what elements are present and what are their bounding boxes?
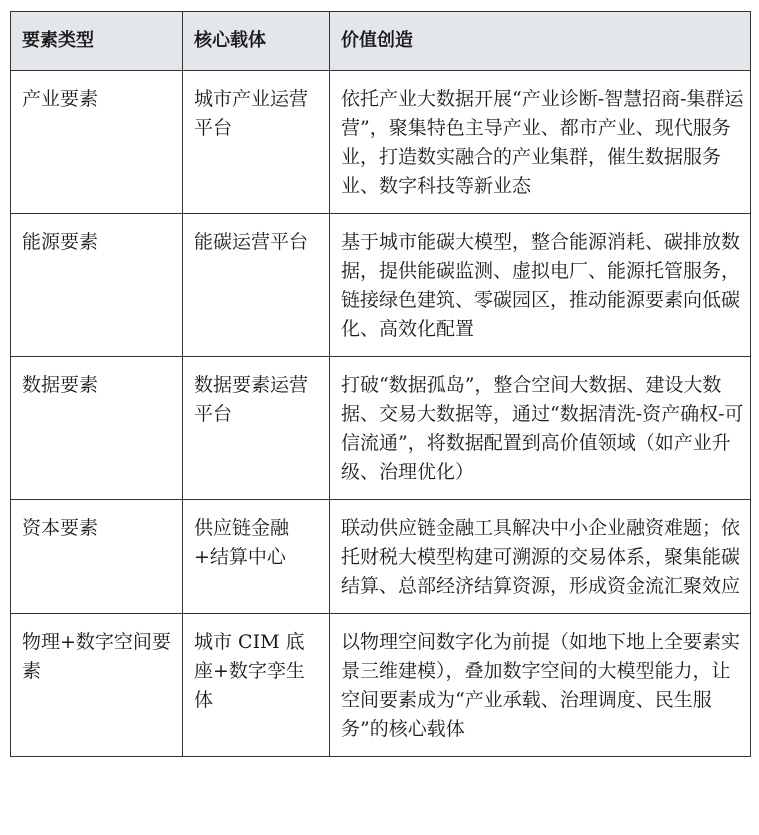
- cell-value-creation: 联动供应链金融工具解决中小企业融资难题；依托财税大模型构建可溯源的交易体系，聚集能碳结算、总部经济结算资源，形成资金流汇聚效应: [330, 500, 751, 614]
- cell-element-type: 产业要素: [11, 71, 183, 214]
- cell-element-type: 数据要素: [11, 357, 183, 500]
- cell-element-type: 资本要素: [11, 500, 183, 614]
- header-element-type: 要素类型: [11, 12, 183, 71]
- cell-core-carrier: 城市 CIM 底座+数字孪生体: [183, 614, 330, 757]
- table-row: [11, 500, 751, 614]
- cell-value-creation: 基于城市能碳大模型，整合能源消耗、碳排放数据，提供能碳监测、虚拟电厂、能源托管服务，链接绿色建筑、零碳园区，推动能源要素向低碳化、高效化配置: [330, 214, 751, 357]
- cell-value-creation: 以物理空间数字化为前提（如地下地上全要素实景三维建模），叠加数字空间的大模型能力，让空间要素成为“产业承载、治理调度、民生服务”的核心载体: [330, 614, 751, 757]
- cell-value-creation: 打破“数据孤岛”，整合空间大数据、建设大数据、交易大数据等，通过“数据清洗-资产确权-可信流通”，将数据配置到高价值领域（如产业升级、治理优化）: [330, 357, 751, 500]
- cell-core-carrier: 城市产业运营平台: [183, 71, 330, 214]
- element-value-table: [10, 11, 751, 757]
- cell-core-carrier: 能碳运营平台: [183, 214, 330, 357]
- cell-element-type: 能源要素: [11, 214, 183, 357]
- header-value-creation: 价值创造: [330, 12, 751, 71]
- table-row: [11, 71, 751, 214]
- cell-value-creation: 依托产业大数据开展“产业诊断-智慧招商-集群运营”，聚集特色主导产业、都市产业、现代服务业，打造数实融合的产业集群，催生数据服务业、数字科技等新业态: [330, 71, 751, 214]
- table-row: [11, 214, 751, 357]
- cell-core-carrier: 供应链金融+结算中心: [183, 500, 330, 614]
- header-core-carrier: 核心载体: [183, 12, 330, 71]
- table-row: [11, 614, 751, 757]
- cell-element-type: 物理+数字空间要素: [11, 614, 183, 757]
- table-row: [11, 357, 751, 500]
- table-header-row: [11, 12, 751, 71]
- cell-core-carrier: 数据要素运营平台: [183, 357, 330, 500]
- element-value-table-container: [10, 11, 750, 757]
